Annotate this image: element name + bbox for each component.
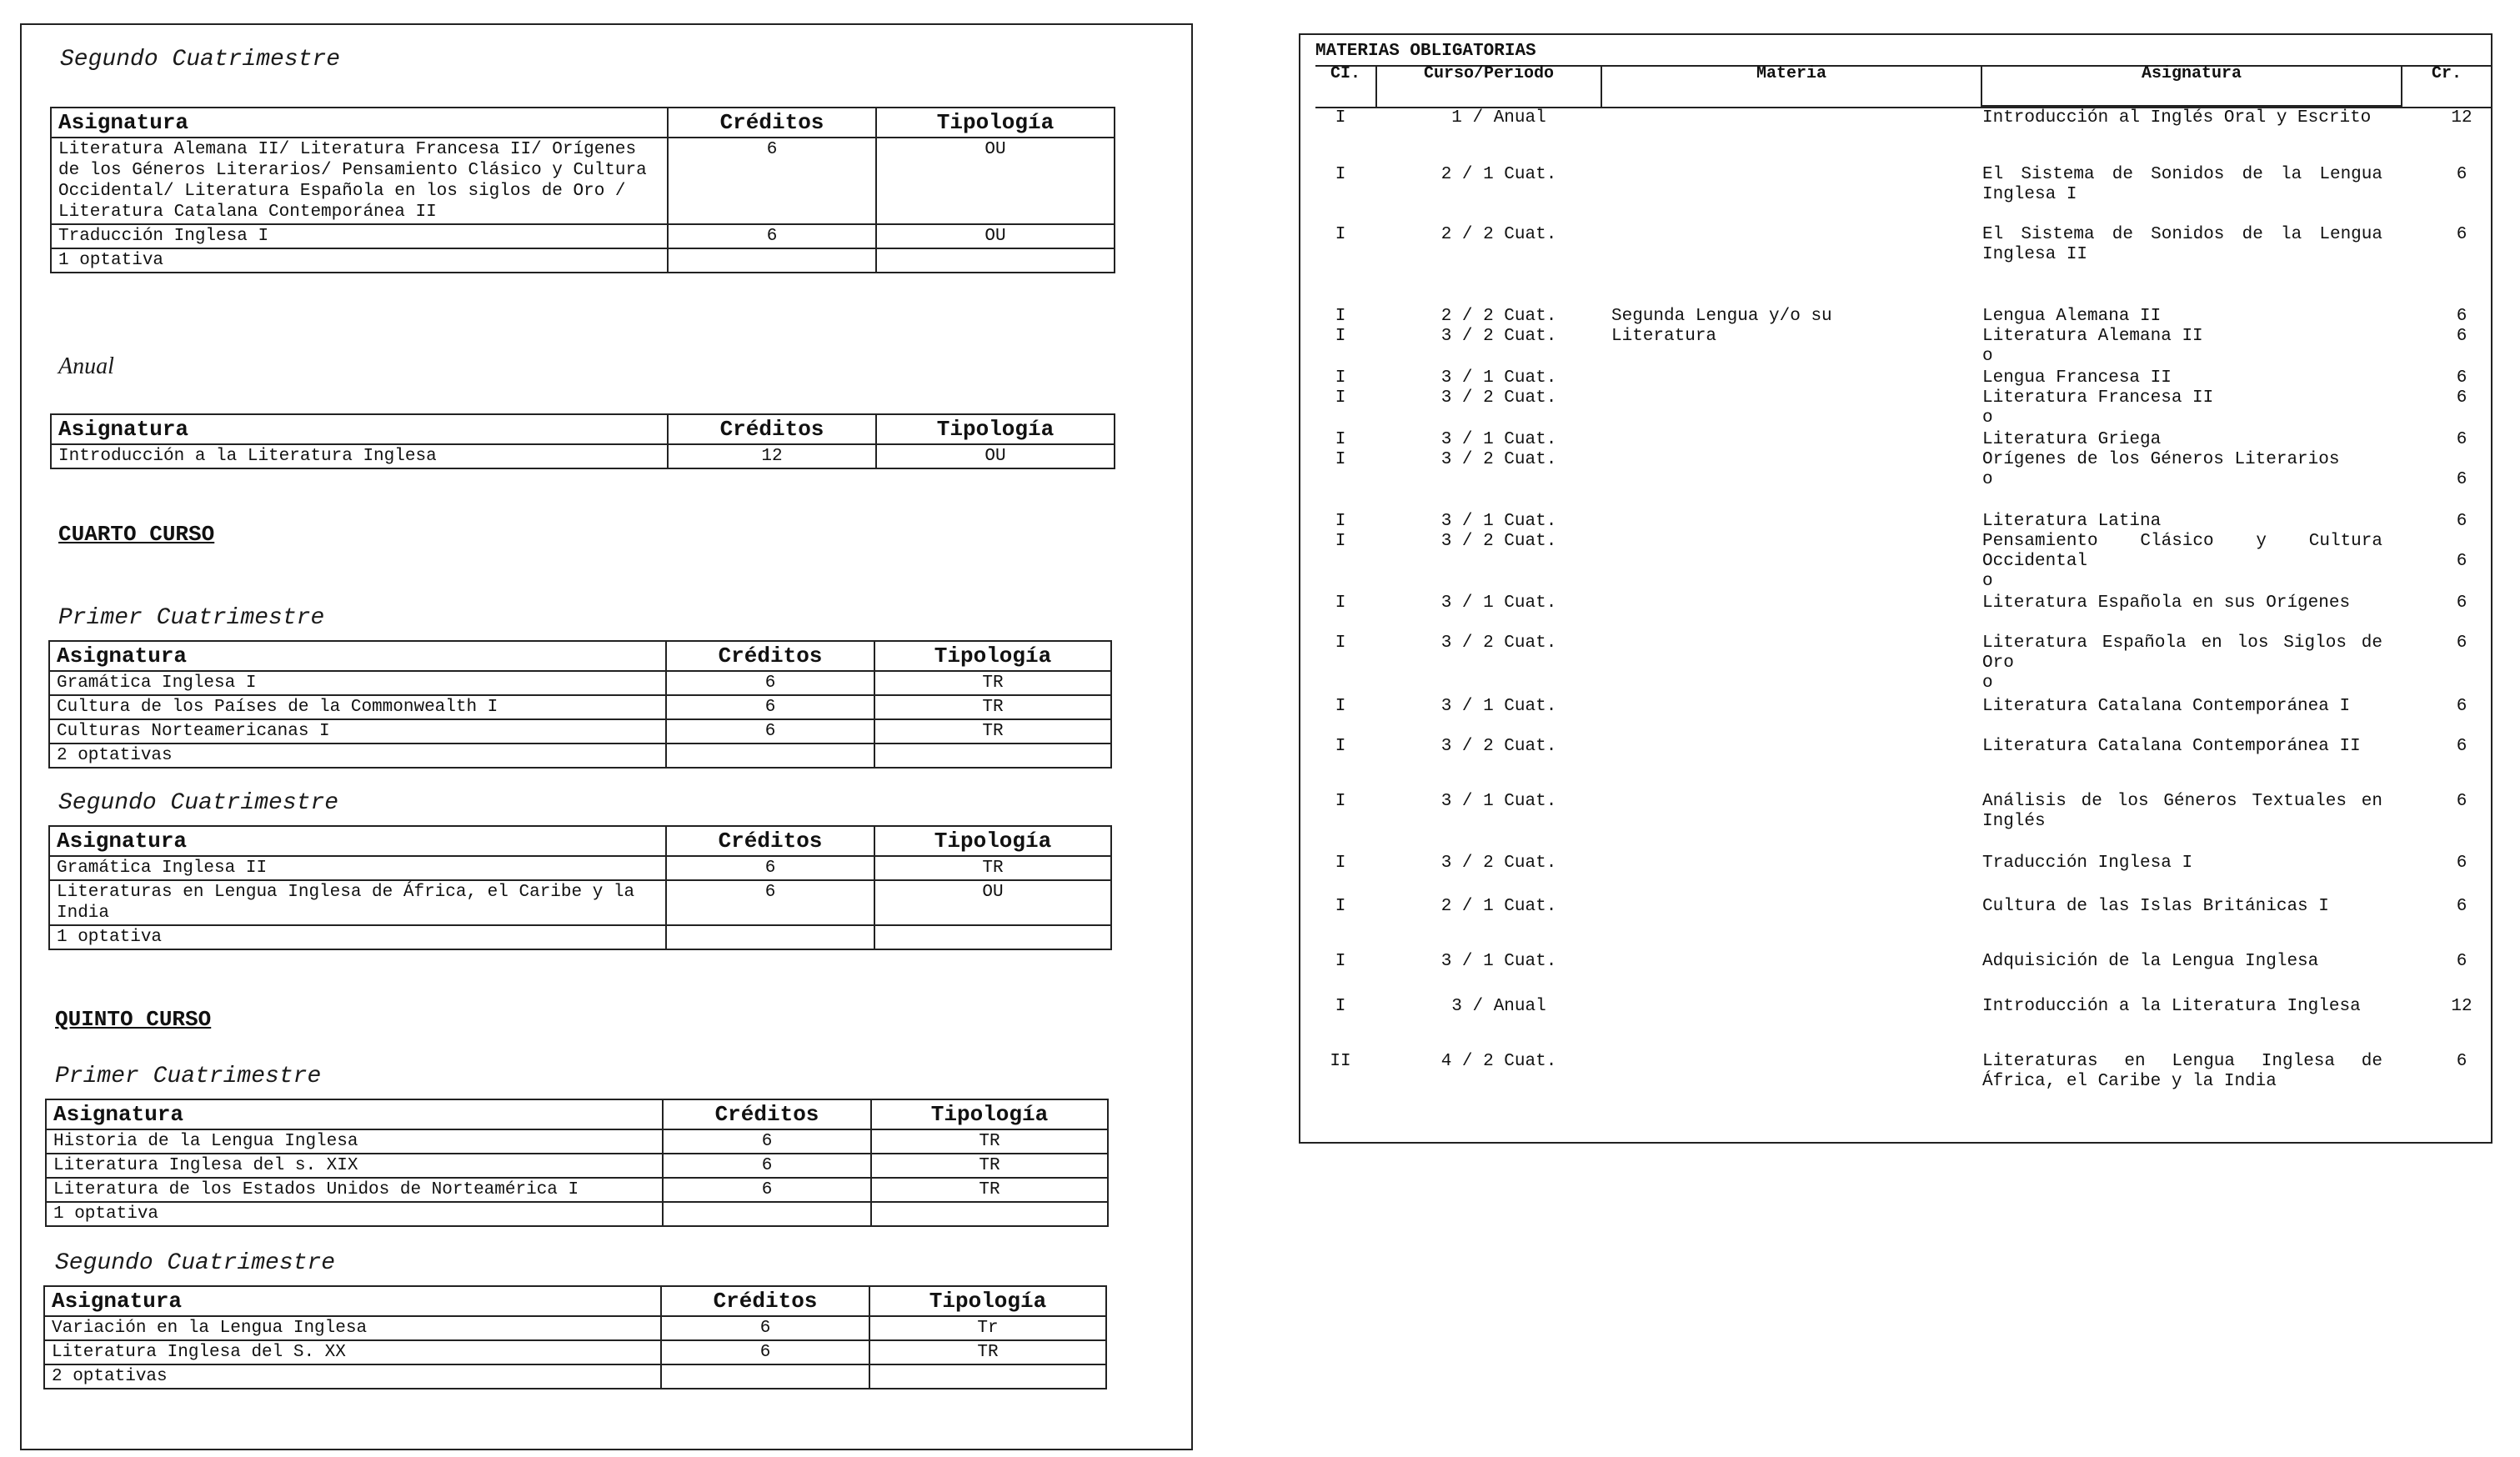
cell-tipologia: Tr: [869, 1316, 1106, 1340]
col-header-tipologia: Tipología: [876, 108, 1115, 138]
cell-tipologia: TR: [874, 671, 1111, 695]
col-header-creditos: Créditos: [661, 1286, 869, 1316]
cell-asignatura: El Sistema de Sonidos de la Lengua Inglesa I: [1982, 165, 2382, 204]
cell-tipologia: OU: [876, 224, 1115, 248]
cell-asignatura: Gramática Inglesa I: [49, 671, 666, 695]
cell-asignatura: Literatura Catalana Contemporánea II: [1982, 737, 2361, 756]
cell-asignatura: 1 optativa: [49, 925, 666, 949]
cell-asignatura: Literatura Latina Pensamiento Clásico y Cultura Occidental o: [1982, 512, 2382, 591]
cell-ci: I: [1335, 997, 1346, 1016]
cell-asignatura: Lengua Alemana II Literatura Alemana II o: [1982, 307, 2203, 366]
cell-tipologia: TR: [869, 1340, 1106, 1364]
cell-cr: 6: [2456, 737, 2467, 756]
cell-tipologia: [871, 1202, 1108, 1226]
course-heading: CUARTO CURSO: [58, 522, 215, 547]
cell-curso: 2 / 2 Cuat.: [1440, 225, 1557, 244]
table-row: [46, 1178, 1108, 1202]
cell-asignatura: Literatura Alemana II/ Literatura Francesa II/ Orígenes de los Géneros Literarios/ Pensamiento Clásico y Cultura Occidental/ Literatura Española en los siglos de Oro / Literatura Catalana Contemporánea II: [51, 138, 668, 224]
cell-creditos: [666, 744, 874, 768]
col-header-creditos: Créditos: [668, 414, 876, 444]
col-header-tipologia: Tipología: [876, 414, 1115, 444]
section-heading: Segundo Cuatrimestre: [58, 790, 339, 816]
page-title: MATERIAS OBLIGATORIAS: [1315, 42, 1536, 61]
cell-creditos: 6: [668, 224, 876, 248]
col-header-tipologia: Tipología: [874, 826, 1111, 856]
cell-creditos: [668, 248, 876, 273]
cell-asignatura: Literatura Española en sus Orígenes: [1982, 593, 2351, 613]
cell-asignatura: Literatura Inglesa del s. XIX: [46, 1154, 663, 1178]
cell-creditos: [661, 1364, 869, 1389]
cell-asignatura: Variación en la Lengua Inglesa: [44, 1316, 661, 1340]
cell-creditos: 12: [668, 444, 876, 468]
table-row: [49, 719, 1111, 744]
cell-asignatura: Traducción Inglesa I: [1982, 854, 2193, 873]
col-header-ci: CI.: [1315, 65, 1377, 107]
section-heading: Primer Cuatrimestre: [55, 1064, 322, 1089]
cell-cr: 6 6: [2456, 307, 2467, 346]
col-header-tipologia: Tipología: [871, 1099, 1108, 1129]
cell-tipologia: [869, 1364, 1106, 1389]
table-row: [49, 671, 1111, 695]
subjects-table: [50, 107, 1115, 273]
cell-ci: I: [1335, 854, 1346, 873]
cell-asignatura: 1 optativa: [51, 248, 668, 273]
col-header-creditos: Créditos: [666, 826, 874, 856]
cell-asignatura: Literaturas en Lengua Inglesa de África, el Caribe y la India: [49, 880, 666, 925]
cell-curso: 3 / Anual: [1451, 997, 1546, 1016]
cell-curso: 3 / 1 Cuat.: [1440, 593, 1557, 613]
table-row: [44, 1340, 1106, 1364]
cell-asignatura: 2 optativas: [44, 1364, 661, 1389]
cell-curso: 3 / 2 Cuat.: [1440, 737, 1557, 756]
cell-ci: II: [1330, 1052, 1351, 1071]
col-header-cr: Cr.: [2431, 64, 2462, 83]
cell-creditos: 6: [666, 719, 874, 744]
cell-cr: 6 6: [2456, 430, 2467, 489]
table-row: [44, 1364, 1106, 1389]
cell-curso: 3 / 1 Cuat. 3 / 2 Cuat.: [1440, 512, 1557, 551]
cell-creditos: [663, 1202, 871, 1226]
cell-asignatura: Análisis de los Géneros Textuales en Inglés: [1982, 792, 2382, 831]
cell-tipologia: TR: [874, 695, 1111, 719]
col-header-asignatura: Asignatura: [51, 414, 668, 444]
table-row: [44, 1316, 1106, 1340]
cell-asignatura: Literatura Griega Orígenes de los Géneros Literarios o: [1982, 430, 2340, 489]
table-row: [51, 248, 1115, 273]
cell-asignatura: Introducción a la Literatura Inglesa: [51, 444, 668, 468]
cell-cr: 12: [2451, 997, 2472, 1016]
cell-ci: I: [1335, 792, 1346, 811]
cell-asignatura: Culturas Norteamericanas I: [49, 719, 666, 744]
section-heading: Anual: [58, 353, 114, 379]
cell-asignatura: Literatura de los Estados Unidos de Norteamérica I: [46, 1178, 663, 1202]
cell-creditos: [666, 925, 874, 949]
cell-curso: 3 / 1 Cuat.: [1440, 952, 1557, 971]
cell-curso: 3 / 1 Cuat. 3 / 2 Cuat.: [1440, 430, 1557, 469]
col-header-asignatura: Asignatura: [49, 641, 666, 671]
cell-tipologia: TR: [874, 856, 1111, 880]
cell-asignatura: Lengua Francesa II Literatura Francesa II o: [1982, 368, 2214, 428]
cell-curso: 3 / 1 Cuat. 3 / 2 Cuat.: [1440, 368, 1557, 408]
cell-asignatura: Historia de la Lengua Inglesa: [46, 1129, 663, 1154]
cell-cr: 6: [2456, 792, 2467, 811]
cell-tipologia: TR: [871, 1129, 1108, 1154]
table-row: [46, 1154, 1108, 1178]
course-heading: QUINTO CURSO: [55, 1007, 212, 1032]
cell-asignatura: Literatura Inglesa del S. XX: [44, 1340, 661, 1364]
subjects-table: [45, 1099, 1109, 1227]
cell-ci: I I: [1335, 368, 1346, 408]
col-header-creditos: Créditos: [663, 1099, 871, 1129]
cell-cr: 12: [2451, 108, 2472, 128]
table-row: [49, 856, 1111, 880]
col-header-tipologia: Tipología: [869, 1286, 1106, 1316]
table-row: [51, 138, 1115, 224]
cell-curso: 2 / 1 Cuat.: [1440, 897, 1557, 916]
cell-ci: I: [1335, 108, 1346, 128]
section-heading: Primer Cuatrimestre: [58, 605, 325, 631]
cell-curso: 2 / 2 Cuat. 3 / 2 Cuat.: [1440, 307, 1557, 346]
cell-ci: I I: [1335, 512, 1346, 551]
cell-ci: I: [1335, 593, 1346, 613]
cell-creditos: 6: [666, 671, 874, 695]
cell-cr: 6 6: [2456, 368, 2467, 408]
cell-creditos: 6: [666, 880, 874, 925]
subjects-table: [48, 825, 1112, 950]
col-header-asignatura: Asignatura: [49, 826, 666, 856]
cell-asignatura: Literatura Catalana Contemporánea I: [1982, 697, 2351, 716]
cell-asignatura: Cultura de los Países de la Commonwealth I: [49, 695, 666, 719]
cell-ci: I: [1335, 897, 1346, 916]
cell-tipologia: [874, 925, 1111, 949]
cell-creditos: 6: [663, 1129, 871, 1154]
cell-cr: 6: [2456, 633, 2467, 653]
cell-asignatura: Traducción Inglesa I: [51, 224, 668, 248]
cell-asignatura: Cultura de las Islas Británicas I: [1982, 897, 2329, 916]
cell-asignatura: Gramática Inglesa II: [49, 856, 666, 880]
cell-tipologia: TR: [871, 1154, 1108, 1178]
table-header: [1315, 65, 2491, 108]
cell-ci: I I: [1335, 430, 1346, 469]
table-row: [46, 1129, 1108, 1154]
cell-creditos: 6: [663, 1154, 871, 1178]
cell-curso: 3 / 1 Cuat.: [1440, 697, 1557, 716]
subjects-table: [43, 1285, 1107, 1389]
cell-asignatura: 1 optativa: [46, 1202, 663, 1226]
cell-tipologia: OU: [874, 880, 1111, 925]
cell-tipologia: OU: [876, 444, 1115, 468]
table-row: [51, 444, 1115, 468]
cell-curso: 1 / Anual: [1451, 108, 1546, 128]
cell-asignatura: Introducción a la Literatura Inglesa: [1982, 997, 2361, 1016]
cell-asignatura: Introducción al Inglés Oral y Escrito: [1982, 108, 2372, 128]
cell-asignatura: Adquisición de la Lengua Inglesa: [1982, 952, 2319, 971]
cell-ci: I: [1335, 633, 1346, 653]
col-header-curso: Curso/Periodo: [1377, 65, 1602, 107]
subjects-table: [48, 640, 1112, 769]
table-row: [49, 925, 1111, 949]
cell-tipologia: TR: [874, 719, 1111, 744]
cell-creditos: 6: [663, 1178, 871, 1202]
cell-curso: 3 / 1 Cuat.: [1440, 792, 1557, 811]
col-header-asignatura: Asignatura: [46, 1099, 663, 1129]
table-row: [46, 1202, 1108, 1226]
cell-tipologia: [876, 248, 1115, 273]
cell-curso: 3 / 2 Cuat.: [1440, 633, 1557, 653]
cell-cr: 6: [2456, 1052, 2467, 1071]
cell-cr: 6: [2456, 165, 2467, 184]
cell-curso: 2 / 1 Cuat.: [1440, 165, 1557, 184]
section-heading: Segundo Cuatrimestre: [60, 47, 341, 73]
cell-creditos: 6: [661, 1340, 869, 1364]
cell-creditos: 6: [666, 856, 874, 880]
subjects-table: [50, 413, 1115, 469]
section-heading: Segundo Cuatrimestre: [55, 1250, 336, 1276]
cell-tipologia: [874, 744, 1111, 768]
col-header-creditos: Créditos: [668, 108, 876, 138]
col-header-materia: Materia: [1602, 65, 1982, 107]
cell-asignatura: Literaturas en Lengua Inglesa de África, el Caribe y la India: [1982, 1052, 2382, 1091]
col-header-asignatura: Asignatura: [51, 108, 668, 138]
cell-cr: 6: [2456, 897, 2467, 916]
cell-creditos: 6: [661, 1316, 869, 1340]
cell-tipologia: OU: [876, 138, 1115, 224]
cell-cr: 6: [2456, 225, 2467, 244]
cell-asignatura: El Sistema de Sonidos de la Lengua Inglesa II: [1982, 225, 2382, 264]
col-header-asignatura: Asignatura: [1982, 65, 2402, 107]
cell-tipologia: TR: [871, 1178, 1108, 1202]
col-header-tipologia: Tipología: [874, 641, 1111, 671]
table-row: [49, 695, 1111, 719]
cell-asignatura: Literatura Española en los Siglos de Oro o: [1982, 633, 2382, 693]
col-header-asignatura: Asignatura: [44, 1286, 661, 1316]
table-row: [49, 744, 1111, 768]
cell-cr: 6: [2456, 593, 2467, 613]
cell-ci: I: [1335, 225, 1346, 244]
cell-ci: I: [1335, 165, 1346, 184]
col-header-creditos: Créditos: [666, 641, 874, 671]
cell-curso: 3 / 2 Cuat.: [1440, 854, 1557, 873]
cell-ci: I I: [1335, 307, 1346, 346]
table-row: [51, 224, 1115, 248]
cell-ci: I: [1335, 952, 1346, 971]
cell-cr: 6 6: [2456, 512, 2467, 571]
cell-ci: I: [1335, 737, 1346, 756]
table-row: [49, 880, 1111, 925]
cell-materia: Segunda Lengua y/o su Literatura: [1611, 307, 1832, 346]
cell-ci: I: [1335, 697, 1346, 716]
cell-creditos: 6: [668, 138, 876, 224]
cell-curso: 4 / 2 Cuat.: [1440, 1052, 1557, 1071]
cell-cr: 6: [2456, 697, 2467, 716]
cell-asignatura: 2 optativas: [49, 744, 666, 768]
cell-creditos: 6: [666, 695, 874, 719]
cell-cr: 6: [2456, 952, 2467, 971]
cell-cr: 6: [2456, 854, 2467, 873]
